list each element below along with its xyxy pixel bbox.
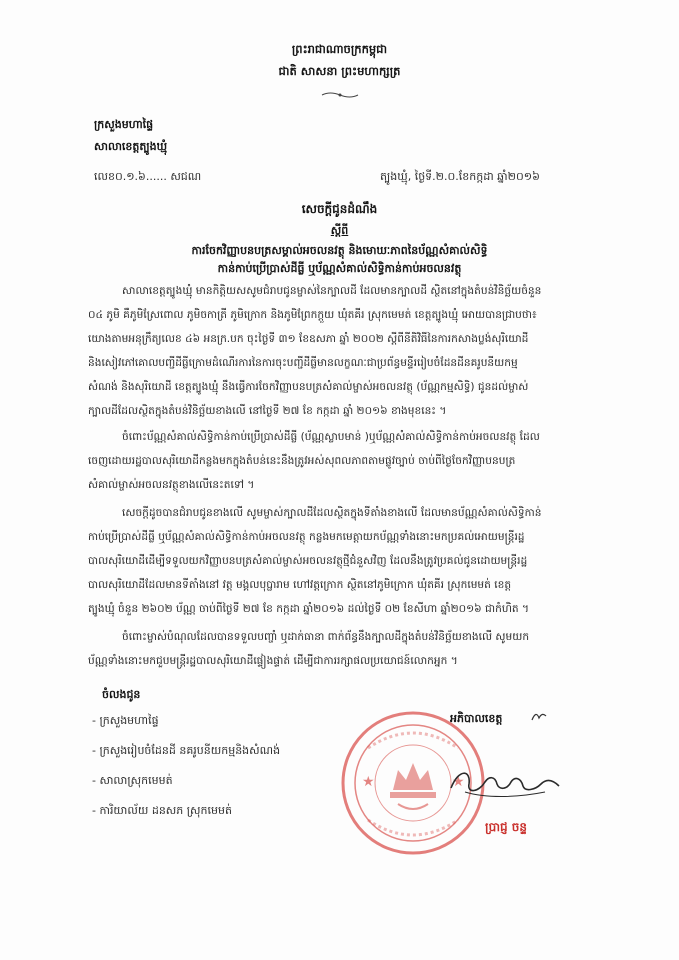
subject-line-2: កាន់កាប់ប្រើប្រាស់ដីធ្លី ឬប័ណ្ណសំគាល់សិទ្ធិកាន់កាប់អចលនវត្ថុ bbox=[217, 262, 462, 275]
paragraph-2-line: សំគាល់ម្ចាស់អចលនវត្ថុខាងលើនេះតទៅ ។ bbox=[88, 479, 255, 491]
ministry-name: ក្រសួងមហាផ្ទៃ bbox=[94, 118, 154, 131]
signatory-title: អភិបាលខេត្ត bbox=[450, 712, 503, 725]
paragraph-1-line: និងសៀវភៅគោលបញ្ជីដីធ្លីក្រោមដំណើរការនៃការចុះបញ្ជីដីធ្លីមានលក្ខណៈជាប្រព័ន្ធមន្ទីររៀបចំដែនដីនគរូបនីយកម្ម bbox=[88, 357, 518, 369]
signatory-name: ប្រាជ្ញ ចន្ទ bbox=[485, 820, 528, 834]
motto-ornament bbox=[320, 84, 360, 92]
subject-label: ស្តីពី bbox=[330, 224, 349, 237]
paragraph-3-line: ត្បូងឃ្មុំ ចំនួន ២៦០២ ប័ណ្ណ ចាប់ពីថ្ងៃទី ២៧ ខែ កក្កដា ឆ្នាំ២០១៦ ដល់ថ្ងៃទី ០២ ខែសីហា ឆ្នាំ២០១៦ ជាកំហិត ។ bbox=[88, 603, 529, 615]
paragraph-4-line: ប័ណ្ណទាំងនោះមកជួបមន្ត្រីរដ្ឋបាលសុរិយោដីផ្ទៀងផ្ទាត់ ដើម្បីជាការរក្សាផលប្រយោជន៍លោកអ្នក ។ bbox=[88, 655, 458, 667]
handwritten-signature bbox=[445, 762, 565, 802]
svg-text:★: ★ bbox=[452, 774, 465, 790]
province-hall-name: សាលាខេត្តត្បូងឃ្មុំ bbox=[94, 140, 168, 153]
kingdom-heading: ព្រះរាជាណាចក្រកម្ពុជា bbox=[291, 42, 388, 56]
paragraph-3-line: បាលសុរិយោដីដែលមានទីតាំងនៅ វត្ត មង្គលបុប្ផារាម ហៅវត្តក្រោក ស្ថិតនៅភូមិក្រោក ឃុំតគីរ ស្រុកមេមត់ ខេត្ត bbox=[88, 579, 512, 591]
paragraph-1-line: ក្បាលដីដែលស្ថិតក្នុងតំបន់វិនិច្ឆ័យខាងលើ នៅថ្ងៃទី ២៧ ខែ កក្កដា ឆ្នាំ ២០១៦ ខាងមុខនេះ ។ bbox=[88, 405, 447, 417]
paragraph-1-line: សាលាខេត្តត្បូងឃ្មុំ មានកិត្តិយសសូមជំរាបជូនម្ចាស់នៃក្បាលដី ដែលមានក្បាលដី ស្ថិតនៅក្នុងតំបន់វិនិច្ឆ័យចំនួន bbox=[122, 285, 542, 297]
paragraph-3-line: សេចក្ដីដូចបានជំរាបជូនខាងលើ សូមម្ចាស់ក្បាលដីដែលស្ថិតក្នុងទីតាំងខាងលើ ដែលមានប័ណ្ណសំគាល់សិទ្ធិកាន់ bbox=[122, 507, 542, 519]
notice-title: សេចក្តីជូនដំណឹង bbox=[301, 202, 378, 216]
recipient-item: - សាលាស្រុកមេមត់ bbox=[92, 774, 173, 787]
subject-line-1: ការចែកវិញ្ញាបនបត្រសម្គាល់អចលនវត្ថុ និងមោឃៈភាពនៃប័ណ្ណសំគាល់សិទ្ធិ bbox=[191, 244, 488, 257]
reference-number: លេខ០.១.៦...... សជណ bbox=[94, 170, 202, 183]
recipient-item: - ក្រសួងរៀបចំដែនដី នគរូបនីយកម្មនិងសំណង់ bbox=[92, 744, 281, 757]
motto-heading: ជាតិ សាសនា ព្រះមហាក្សត្រ bbox=[278, 64, 401, 78]
paragraph-3-line: បាលសុរិយោដីដើម្បីទទួលយកវិញ្ញាបនបត្រសំគាល់ម្ចាស់អចលនវត្ថុថ្មីជំនួសវិញ ដែលនឹងត្រូវប្រគល់ជូនដោយមន្ត្រីរដ្ឋ bbox=[88, 555, 528, 567]
recipient-item: - ការិយាល័យ ដនសភ ស្រុកមេមត់ bbox=[92, 804, 232, 817]
paragraph-1-line: សំណង់ និងសុរិយោដី ខេត្តត្បូងឃ្មុំ នឹងធ្វើការចែកវិញ្ញាបនបត្រសំគាល់ម្ចាស់អចលនវត្ថុ (ប័ណ្ណកម្មសិទ្ធិ) ជូនដល់ម្ចាស់ bbox=[88, 381, 529, 393]
recipients-heading: ចំលងជូន bbox=[102, 688, 141, 701]
recipient-item: - ក្រសួងមហាផ្ទៃ bbox=[92, 714, 159, 727]
paragraph-2-line: ចេញដោយរដ្ឋបាលសុរិយោដីកន្លងមកក្នុងតំបន់នេះនឹងត្រូវអស់សុពលភាពតាមផ្លូវច្បាប់ ចាប់ពីថ្ងៃចែកវិញ្ញាបនបត្រ bbox=[88, 455, 516, 467]
paragraph-4-line: ចំពោះម្ចាស់បំណុលដែលបានទទួលបញ្ចាំ ឬដាក់ធានា ពាក់ព័ន្ធនឹងក្បាលដីក្នុងតំបន់វិនិច្ឆ័យខាងលើ សូមយក bbox=[122, 631, 530, 643]
date-line: ត្បូងឃ្មុំ, ថ្ងៃទី.២.០.ខែកក្កដា ឆ្នាំ២០១៦ bbox=[380, 170, 540, 183]
paragraph-1-line: ០៤ ភូមិ គឺភូមិស្រែពោល ភូមិចកាត្រី ភូមិក្រោក និងភូមិព្រែកក្ដួយ ឃុំតគីរ ស្រុកមេមត់ ខេត្តត្បូងឃ្មុំ អោយបានជ្រាបថា៖ bbox=[88, 309, 537, 321]
paragraph-2-line: ចំពោះប័ណ្ណសំគាល់សិទ្ធិកាន់កាប់ប្រើប្រាស់ដីធ្លី (ប័ណ្ណស្លាបមាន់ )ឬប័ណ្ណសំគាល់សិទ្ធិកាន់កាប់អចលនវត្ថុ ដែល bbox=[122, 431, 540, 443]
title-mark-icon bbox=[530, 708, 548, 724]
paragraph-3-line: កាប់ប្រើប្រាស់ដីធ្លី ឬប័ណ្ណសំគាល់សិទ្ធិកាន់កាប់អចលនវត្ថុ កន្លងមកមេត្តាយកប័ណ្ណទាំងនោះមកប្រគល់អោយមន្ត្រីរដ្ឋ bbox=[88, 531, 525, 543]
svg-text:★: ★ bbox=[362, 774, 375, 790]
paragraph-1-line: យោងតាមអនុក្រឹត្យលេខ ៤៦ អនក្រ.បក ចុះថ្ងៃទី ៣១ ខែឧសភា ឆ្នាំ ២០០២ ស្តីពីនីតិវិធីនៃការកសាងប្លង់សុរិយោដី bbox=[88, 333, 529, 345]
